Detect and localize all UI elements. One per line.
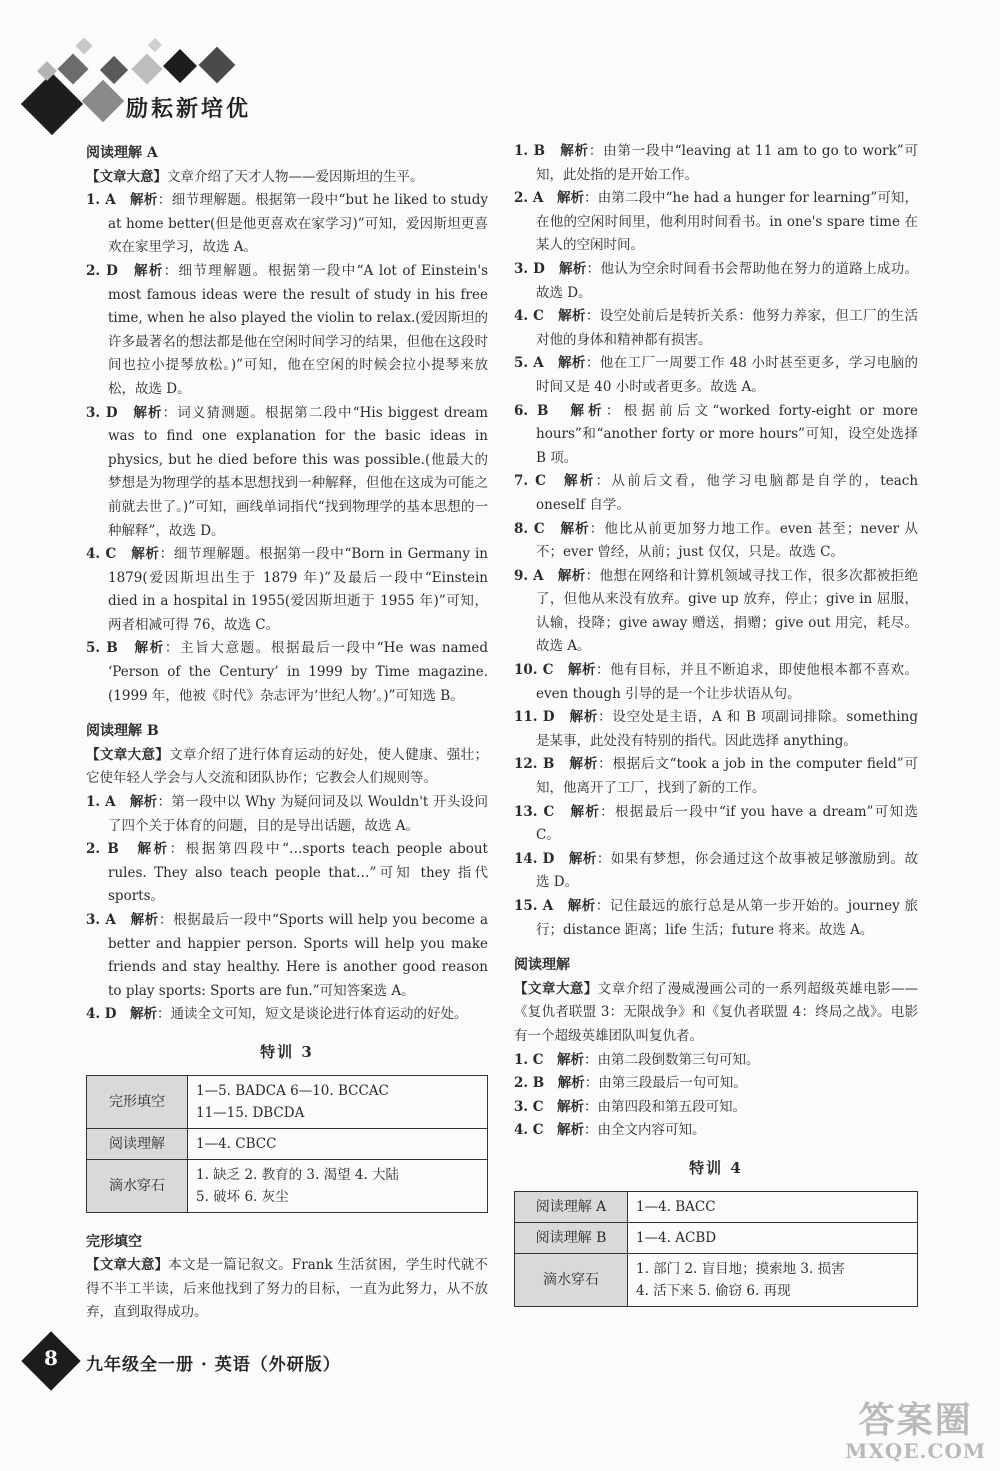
answer-item bbox=[514, 1049, 918, 1073]
decor-diamond bbox=[131, 53, 162, 84]
answer-key: 3. A bbox=[86, 912, 116, 928]
row-answers bbox=[628, 1253, 918, 1306]
row-label: 阅读理解 bbox=[87, 1128, 188, 1159]
answer-key: 9. A bbox=[514, 567, 544, 584]
answer-item bbox=[514, 801, 918, 848]
analysis-text: ：由全文内容可知。 bbox=[584, 1122, 706, 1139]
answer-item bbox=[86, 402, 488, 544]
analysis-label: 解析 bbox=[569, 756, 599, 773]
analysis-text: ：根据最后一段中“if you have a dream”可知选 C。 bbox=[536, 803, 918, 844]
watermark-url: MXQE.COM bbox=[845, 1439, 986, 1463]
row-label: 完形填空 bbox=[87, 1075, 188, 1128]
answer-item bbox=[514, 1096, 918, 1120]
row-label: 滴水穿石 bbox=[87, 1159, 188, 1212]
answer-key: 2. B bbox=[86, 841, 119, 858]
table-row bbox=[515, 1253, 918, 1306]
analysis-label: 解析 bbox=[570, 402, 606, 419]
analysis-text: ：他认为空余时间看书会帮助他在努力的道路上成功。故选 D。 bbox=[536, 260, 919, 301]
section-heading: 阅读理解 A bbox=[86, 145, 158, 161]
answer-key: 1. B bbox=[514, 143, 546, 159]
row-answers bbox=[188, 1159, 488, 1212]
answer-key: 2. A bbox=[514, 190, 544, 207]
answer-item bbox=[514, 753, 918, 800]
summary bbox=[86, 1254, 488, 1325]
answer-table bbox=[86, 1075, 488, 1213]
analysis-label: 解析 bbox=[557, 1122, 585, 1139]
answer-key: 5. A bbox=[514, 355, 544, 372]
answer-key: 15. A bbox=[514, 898, 554, 914]
answer-item bbox=[514, 352, 918, 399]
analysis-label: 解析 bbox=[558, 355, 586, 372]
answer-key: 4. C bbox=[514, 308, 544, 325]
answer-table bbox=[514, 1191, 918, 1307]
analysis-text: ：根据第四段中“…sports teach people about rules. They also teach people that…”可知 they 指代 sports。 bbox=[108, 841, 488, 905]
answer-item bbox=[86, 260, 488, 402]
answer-item bbox=[514, 565, 918, 659]
analysis-text: ：第一段中以 Why 为疑问词及以 Wouldn't 开头设问了四个关于体育的问题，目的是导出话题，故选 A。 bbox=[108, 794, 489, 834]
answer-key: 13. C bbox=[514, 803, 555, 820]
answer-item bbox=[514, 895, 918, 942]
summary bbox=[86, 166, 488, 190]
analysis-text: ：设空处是主语，A 和 B 项副词排除。something 是某事，此处没有特别的指代。因此选择 anything。 bbox=[536, 709, 919, 749]
page-number: 8 bbox=[44, 1346, 58, 1370]
analysis-text: ：通读全文可知，短文是谈论进行体育运动的好处。 bbox=[157, 1006, 468, 1023]
analysis-text: ：由第三段最后一句可知。 bbox=[584, 1075, 747, 1092]
answer-item bbox=[86, 838, 488, 909]
right-column bbox=[514, 140, 918, 1325]
summary bbox=[86, 744, 488, 791]
summary-text: 文章介绍了天才人物——爱因斯坦的生平。 bbox=[167, 168, 424, 185]
answer-item bbox=[514, 187, 918, 258]
analysis-text: ：由第四段和第五段可知。 bbox=[584, 1098, 747, 1115]
summary-text: 文章介绍了漫威漫画公司的一系列超级英雄电影——《复仇者联盟 3：无限战争》和《复仇者联盟 4：终局之战》。电影有一个超级英雄团队叫复仇者。 bbox=[514, 980, 919, 1044]
answer-item bbox=[86, 637, 488, 708]
analysis-label: 解析 bbox=[570, 803, 601, 820]
analysis-text: ：根据后文“took a job in the computer field”可知，他离开了工厂，找到了新的工作。 bbox=[536, 756, 919, 797]
section-heading: 阅读理解 bbox=[514, 957, 570, 974]
decor-diamond bbox=[76, 38, 93, 55]
answer-line: 1. 缺乏 2. 教育的 3. 渴望 4. 大陆 bbox=[196, 1166, 400, 1183]
analysis-label: 解析 bbox=[129, 192, 158, 209]
summary-text: 文章介绍了进行体育运动的好处，使人健康、强壮；它使年轻人学会与人交流和团队协作；它教会人们规则等。 bbox=[86, 746, 488, 787]
analysis-text: ：细节理解题。根据第一段中“A lot of Einstein's most famous ideas were the result of study in his free time, when he also played the violin to relax.(爱因斯坦的许多最著名的想法都是他在空闲时间学习的结果，但他在这段时间也拉小提琴放松。)”可知，他在空闲的时候会拉小提琴来放松，故选 D。 bbox=[108, 262, 489, 397]
answer-key: 12. B bbox=[514, 756, 555, 773]
answer-item bbox=[86, 791, 488, 838]
analysis-text: ：细节理解题。根据第一段中“Born in Germany in 1879(爱因斯坦出生于 1879 年)”及最后一段中“Einstein died in a hospital in 1955(爱因斯坦逝于 1955 年)”可知，两者相减可得 76，故选 C。 bbox=[108, 546, 488, 633]
answer-item bbox=[514, 470, 918, 517]
table-row bbox=[87, 1075, 488, 1128]
left-column bbox=[86, 140, 488, 1325]
table-title: 特训 4 bbox=[689, 1158, 743, 1177]
analysis-label: 解析 bbox=[134, 640, 165, 657]
analysis-text: ：主旨大意题。根据最后一段中“He was named ‘Person of the Century’ in 1999 by Time magazine.(1999 年，他被《时代》杂志评为‘世纪人物’。)”可知选 B。 bbox=[108, 640, 489, 704]
answer-line: 1—5. BADCA 6—10. BCCAC bbox=[196, 1082, 389, 1099]
analysis-label: 解析 bbox=[137, 841, 170, 858]
analysis-text: ：由第二段倒数第三句可知。 bbox=[584, 1051, 760, 1068]
answer-line: 4. 活下来 5. 偷窃 6. 再现 bbox=[636, 1282, 791, 1299]
analysis-text: ：由第二段中“he had a hunger for learning”可知，在他的空闲时间里，他利用时间看书。in one's spare time 在某人的空闲时间。 bbox=[536, 190, 918, 254]
answer-key: 2. D bbox=[86, 262, 118, 279]
brand-title: 励耘新培优 bbox=[126, 96, 252, 122]
analysis-text: ：细节理解题。根据第一段中“but he liked to study at home better(但是他更喜欢在家学习)”可知，爱因斯坦更喜欢在家里学习，故选 A。 bbox=[108, 192, 488, 256]
answer-key: 10. C bbox=[514, 662, 554, 679]
watermark bbox=[845, 1392, 986, 1463]
answer-item bbox=[86, 543, 488, 637]
section-heading: 阅读理解 B bbox=[86, 723, 159, 740]
analysis-label: 解析 bbox=[557, 1098, 585, 1115]
answer-item bbox=[514, 1072, 918, 1096]
answer-line: 5. 破坏 6. 灰尘 bbox=[196, 1188, 289, 1205]
watermark-brand: 答案圈 bbox=[858, 1399, 973, 1441]
page-footer bbox=[30, 1340, 530, 1390]
analysis-label: 解析 bbox=[130, 912, 159, 928]
table-row bbox=[87, 1128, 488, 1159]
answer-key: 1. A bbox=[86, 794, 116, 811]
answer-key: 3. C bbox=[514, 1098, 544, 1115]
decor-diamond bbox=[82, 80, 124, 122]
analysis-text: ：记住最远的旅行总是从第一步开始的。journey 旅行；distance 距离；life 生活；future 将来。故选 A。 bbox=[536, 898, 918, 938]
summary bbox=[514, 978, 918, 1049]
answer-item bbox=[86, 1003, 488, 1027]
answer-key: 7. C bbox=[514, 473, 546, 490]
analysis-text: ：设空处前后是转折关系：他努力养家，但工厂的生活对他的身体和精神都有损害。 bbox=[536, 308, 919, 348]
answer-key: 6. B bbox=[514, 402, 549, 419]
table-title: 特训 3 bbox=[260, 1042, 314, 1061]
analysis-label: 解析 bbox=[568, 850, 597, 867]
page-header bbox=[0, 0, 1000, 140]
answer-key: 3. D bbox=[86, 404, 118, 421]
answer-key: 4. C bbox=[514, 1122, 544, 1139]
answer-item bbox=[514, 706, 918, 753]
answer-key: 1. A bbox=[86, 192, 116, 209]
summary-text: 本文是一篇记叙文。Frank 生活贫困，学生时代就不得不半工半读，后来他找到了努力的目标，一直为此努力，从不放弃，直到取得成功。 bbox=[86, 1257, 488, 1321]
book-title: 九年级全一册 · 英语（外研版） bbox=[86, 1355, 341, 1375]
summary-label: 【文章大意】 bbox=[514, 980, 598, 997]
analysis-text: ：词义猜测题。根据第二段中“His biggest dream was to find one explanation for the basic ideas in physics, but he died before this was possible.(他最大的梦想是为物理学的基本思想找到一种解释，但他在这成为可能之前就去世了。)”可知，画线单词指代“找到物理学的基本思想的一种解释”，故选 D。 bbox=[108, 404, 488, 539]
answer-key: 11. D bbox=[514, 709, 555, 726]
analysis-label: 解析 bbox=[557, 1051, 585, 1068]
answer-item bbox=[514, 305, 918, 352]
analysis-label: 解析 bbox=[133, 404, 163, 421]
analysis-text: ：由第一段中“leaving at 11 am to go to work”可知，此处指的是开始工作。 bbox=[536, 143, 919, 183]
answer-line: 1—4. CBCC bbox=[196, 1135, 277, 1152]
analysis-label: 解析 bbox=[560, 143, 589, 159]
analysis-label: 解析 bbox=[569, 709, 599, 726]
analysis-label: 解析 bbox=[558, 308, 586, 325]
analysis-label: 解析 bbox=[557, 190, 585, 207]
analysis-label: 解析 bbox=[564, 473, 596, 490]
answer-item bbox=[514, 518, 918, 565]
analysis-label: 解析 bbox=[130, 1006, 158, 1023]
analysis-text: ：根据前后文“worked forty-eight or more hours”和“another forty or more hours”可知，设空处选择 B 项。 bbox=[536, 402, 919, 466]
row-label: 滴水穿石 bbox=[515, 1253, 628, 1306]
summary-label: 【文章大意】 bbox=[86, 168, 167, 185]
answer-key: 4. D bbox=[86, 1006, 117, 1023]
answer-key: 5. B bbox=[86, 640, 118, 657]
answer-item bbox=[514, 1119, 918, 1143]
answer-item bbox=[86, 189, 488, 260]
analysis-label: 解析 bbox=[568, 662, 597, 679]
table-row bbox=[515, 1191, 918, 1222]
analysis-label: 解析 bbox=[558, 260, 587, 277]
analysis-label: 解析 bbox=[129, 794, 158, 811]
answer-item bbox=[514, 400, 918, 471]
summary-label: 【文章大意】 bbox=[86, 746, 170, 763]
answer-item bbox=[86, 909, 488, 1003]
answer-line: 1—4. ACBD bbox=[636, 1229, 717, 1246]
row-answers bbox=[628, 1191, 918, 1222]
analysis-text: ：他想在网络和计算机领域寻找工作，很多次都被拒绝了，但他从来没有放弃。give up 放弃，停止；give in 屈服，认输，投降；give away 赠送，捐赠；give out 用完，耗尽。故选 A。 bbox=[536, 567, 919, 655]
analysis-label: 解析 bbox=[131, 546, 160, 563]
table-row bbox=[87, 1159, 488, 1212]
table-row bbox=[515, 1222, 918, 1253]
answer-key: 3. D bbox=[514, 260, 545, 277]
analysis-label: 解析 bbox=[557, 567, 586, 584]
answer-line: 1. 部门 2. 盲目地；摸索地 3. 损害 bbox=[636, 1260, 845, 1277]
analysis-label: 解析 bbox=[134, 262, 164, 279]
analysis-label: 解析 bbox=[560, 520, 590, 537]
answer-line: 11—15. DBCDA bbox=[196, 1104, 305, 1121]
analysis-text: ：根据最后一段中“Sports will help you become a better and happier person. Sports will help you make friends and stay healthy. Here is another good reason to play sports: Sports are fun.”可知答案选 A。 bbox=[108, 912, 489, 999]
answer-key: 4. C bbox=[86, 546, 117, 563]
answer-key: 8. C bbox=[514, 520, 545, 537]
analysis-text: ：如果有梦想，你会通过这个故事被足够激励到。故选 D。 bbox=[536, 850, 919, 891]
analysis-label: 解析 bbox=[557, 1075, 585, 1092]
row-answers bbox=[188, 1075, 488, 1128]
row-label: 阅读理解 B bbox=[515, 1222, 628, 1253]
answer-key: 2. B bbox=[514, 1075, 545, 1092]
analysis-label: 解析 bbox=[567, 898, 596, 914]
row-label: 阅读理解 A bbox=[515, 1191, 628, 1222]
decor-diamond bbox=[57, 53, 88, 84]
row-answers bbox=[628, 1222, 918, 1253]
answer-item bbox=[514, 659, 918, 706]
answer-key: 14. D bbox=[514, 850, 555, 867]
analysis-text: ：他在工厂一周要工作 48 小时甚至更多，学习电脑的时间又是 40 小时或者更多。故选 A。 bbox=[536, 355, 919, 395]
answer-item bbox=[514, 140, 918, 187]
decor-diamond bbox=[163, 49, 197, 83]
row-answers bbox=[188, 1128, 488, 1159]
analysis-text: ：他比从前更加努力地工作。even 甚至；never 从不；ever 曾经，从前；just 仅仅，只是。故选 C。 bbox=[536, 520, 919, 561]
analysis-text: ：他有目标，并且不断追求，即使他根本都不喜欢。even though 引导的是一个让步状语从句。 bbox=[536, 662, 919, 702]
decor-diamond bbox=[148, 38, 162, 52]
answer-line: 1—4. BACC bbox=[636, 1198, 716, 1215]
summary-label: 【文章大意】 bbox=[86, 1257, 169, 1274]
answer-item bbox=[514, 258, 918, 305]
section-heading: 完形填空 bbox=[86, 1233, 142, 1250]
answer-item bbox=[514, 848, 918, 895]
answer-key: 1. C bbox=[514, 1051, 544, 1068]
decor-diamond bbox=[199, 47, 236, 84]
analysis-text: ：从前后文看，他学习电脑都是自学的，teach oneself 自学。 bbox=[536, 473, 919, 513]
